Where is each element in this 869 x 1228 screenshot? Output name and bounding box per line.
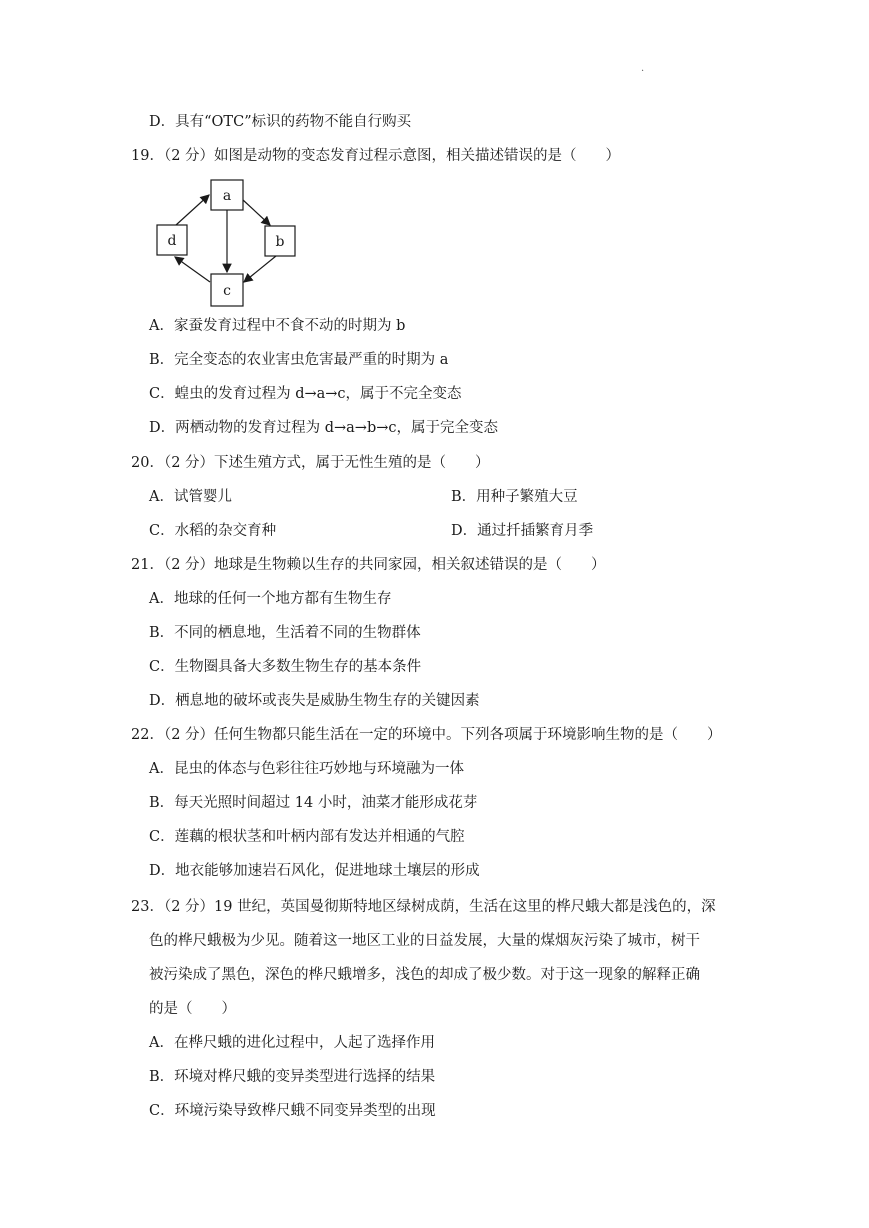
q20-stem: 20．（2 分）下述生殖方式，属于无性生殖的是（ ） (131, 455, 490, 471)
page-mark: · (641, 66, 645, 77)
q19-stem: 19．（2 分）如图是动物的变态发育过程示意图，相关描述错误的是（ ） (131, 148, 621, 164)
q22-option-c: C．莲藕的根状茎和叶柄内部有发达并相通的气腔 (149, 829, 465, 845)
q20-option-b: B．用种子繁殖大豆 (451, 489, 578, 505)
q23-stem-line-1: 23．（2 分）19 世纪，英国曼彻斯特地区绿树成荫，生活在这里的桦尺蛾大都是浅色的，深 (131, 899, 716, 915)
arrow-d-to-a (176, 195, 209, 225)
q19-option-b: B．完全变态的农业害虫危害最严重的时期为 a (149, 352, 449, 368)
q19-option-d: D．两栖动物的发育过程为 d→a→b→c，属于完全变态 (149, 420, 499, 436)
q19-option-a: A．家蚕发育过程中不食不动的时期为 b (149, 318, 406, 334)
q20-option-d: D．通过扦插繁育月季 (451, 523, 594, 539)
q23-option-b: B．环境对桦尺蛾的变异类型进行选择的结果 (149, 1069, 436, 1085)
stage-d-label: d (167, 233, 177, 249)
q19-metamorphosis-diagram (150, 170, 310, 310)
arrow-c-to-d (175, 257, 210, 282)
stage-b-label: b (275, 234, 285, 250)
q18-option-d: D．具有“OTC”标识的药物不能自行购买 (149, 114, 412, 130)
q21-stem: 21．（2 分）地球是生物赖以生存的共同家园，相关叙述错误的是（ ） (131, 557, 606, 573)
q23-stem-line-3: 被污染成了黑色，深色的桦尺蛾增多，浅色的却成了极少数。对于这一现象的解释正确 (149, 967, 700, 983)
q23-stem-line-2: 色的桦尺蛾极为少见。随着这一地区工业的日益发展，大量的煤烟灰污染了城市，树干 (149, 933, 700, 949)
arrow-b-to-c (244, 256, 276, 282)
q20-option-c: C．水稻的杂交育种 (149, 523, 277, 539)
stage-c-label: c (223, 283, 231, 299)
q23-stem-line-4: 的是（ ） (149, 1001, 236, 1017)
q21-option-d: D．栖息地的破坏或丧失是威胁生物生存的关键因素 (149, 693, 480, 709)
q23-option-c: C．环境污染导致桦尺蛾不同变异类型的出现 (149, 1103, 436, 1119)
q22-option-b: B．每天光照时间超过 14 小时，油菜才能形成花芽 (149, 795, 478, 811)
stage-a-label: a (222, 188, 232, 204)
q22-option-a: A．昆虫的体态与色彩往往巧妙地与环境融为一体 (149, 761, 464, 777)
arrow-a-to-b (243, 200, 270, 225)
q22-option-d: D．地衣能够加速岩石风化，促进地球土壤层的形成 (149, 863, 480, 879)
q19-option-c: C．蝗虫的发育过程为 d→a→c，属于不完全变态 (149, 386, 462, 402)
q22-stem: 22．（2 分）任何生物都只能生活在一定的环境中。下列各项属于环境影响生物的是（ ） (131, 727, 722, 743)
q20-option-a: A．试管婴儿 (149, 489, 232, 505)
q21-option-a: A．地球的任何一个地方都有生物生存 (149, 591, 392, 607)
q23-option-a: A．在桦尺蛾的进化过程中，人起了选择作用 (149, 1035, 435, 1051)
q21-option-c: C．生物圈具备大多数生物生存的基本条件 (149, 659, 422, 675)
q21-option-b: B．不同的栖息地，生活着不同的生物群体 (149, 625, 421, 641)
